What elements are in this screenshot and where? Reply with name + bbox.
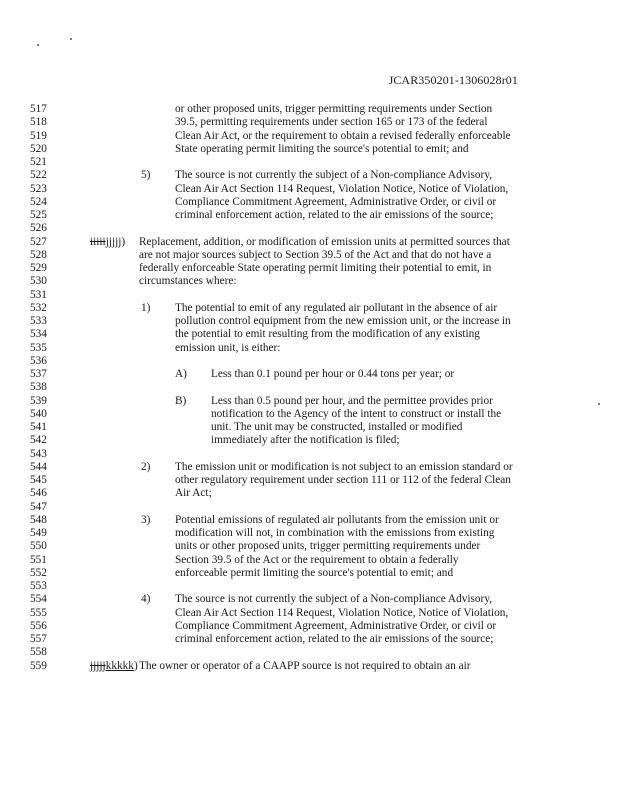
line-text: The source is not currently the subject of a Non-compliance Advisory,	[175, 593, 493, 606]
line-text: Clean Air Act Section 114 Request, Violation Notice, Notice of Violation,	[175, 606, 509, 619]
line-number: 545	[30, 474, 47, 486]
document-line	[0, 155, 618, 169]
document-line	[0, 115, 618, 129]
line-text: circumstances where:	[139, 275, 237, 288]
line-text: enforceable permit limiting the source's potential to emit; and	[175, 566, 454, 579]
document-line	[0, 566, 618, 580]
item-label: B)	[175, 394, 187, 407]
line-text: The owner or operator of a CAAPP source is not required to obtain an air	[139, 659, 471, 672]
inserted-label-text: kkkkk	[105, 659, 134, 672]
line-number: 532	[30, 301, 47, 314]
line-text: other regulatory requirement under section 111 or 112 of the federal Clean	[175, 474, 511, 486]
document-line	[0, 288, 618, 302]
line-number: 551	[30, 553, 47, 566]
item-label: 3)	[141, 513, 151, 526]
document-line	[0, 606, 618, 620]
document-line	[0, 129, 618, 143]
line-text: immediately after the notification is filed;	[211, 434, 400, 447]
line-number: 529	[30, 262, 47, 274]
line-number: 538	[30, 381, 47, 394]
line-number: 549	[30, 527, 47, 539]
line-text: The emission unit or modification is not subject to an emission standard or	[175, 460, 513, 473]
document-line	[0, 592, 618, 606]
document-header-id: JCAR350201-1306028r01	[388, 73, 518, 87]
line-number: 534	[30, 328, 47, 341]
line-number: 543	[30, 447, 47, 460]
line-text: Section 39.5 of the Act or the requirement to obtain a federally	[175, 553, 459, 566]
line-number: 519	[30, 129, 47, 142]
document-line	[0, 473, 618, 487]
line-number: 552	[30, 566, 47, 579]
line-number: 536	[30, 354, 47, 367]
document-line	[0, 367, 618, 381]
item-label: 2)	[141, 460, 151, 473]
line-number: 531	[30, 288, 47, 301]
document-line	[0, 182, 618, 196]
line-text: Potential emissions of regulated air pollutants from the emission unit or	[175, 513, 499, 526]
item-label: 5)	[141, 169, 151, 182]
document-line	[0, 632, 618, 646]
line-number: 558	[30, 646, 47, 659]
line-number: 544	[30, 460, 47, 473]
document-line	[0, 433, 618, 447]
line-number: 559	[30, 659, 47, 672]
line-text: or other proposed units, trigger permitting requirements under Section	[175, 103, 493, 115]
line-text: notification to the Agency of the intent to construct or install the	[211, 407, 502, 420]
document-line	[0, 235, 618, 249]
line-number: 553	[30, 580, 47, 592]
inserted-label-text: jjjjj	[105, 235, 122, 248]
line-number: 547	[30, 500, 47, 513]
line-number: 548	[30, 513, 47, 526]
document-line	[0, 579, 618, 593]
line-text: The source is not currently the subject of a Non-compliance Advisory,	[175, 169, 493, 182]
line-text: Compliance Commitment Agreement, Administrative Order, or civil or	[175, 619, 497, 632]
document-line	[0, 327, 618, 341]
line-text: The potential to emit of any regulated air pollutant in the absence of air	[175, 301, 498, 314]
item-label-amended	[90, 659, 138, 673]
line-text: Less than 0.1 pound per hour or 0.44 tons per year; or	[211, 368, 455, 380]
line-text: modification will not, in combination with the emissions from existing	[175, 527, 495, 539]
document-line	[0, 221, 618, 235]
document-line	[0, 380, 618, 394]
line-text: pollution control equipment from the new emission unit, or the increase in	[175, 315, 511, 327]
document-line	[0, 553, 618, 567]
document-line	[0, 659, 618, 673]
document-line	[0, 354, 618, 368]
document-line	[0, 142, 618, 156]
line-number: 540	[30, 407, 47, 420]
document-line	[0, 645, 618, 659]
line-number: 522	[30, 169, 47, 182]
document-line	[0, 619, 618, 633]
line-text: 39.5, permitting requirements under section 165 or 173 of the federal	[175, 116, 488, 129]
line-number: 523	[30, 182, 47, 195]
document-line	[0, 420, 618, 434]
line-text: units or other proposed units, trigger permitting requirements under	[175, 540, 481, 553]
line-number: 533	[30, 315, 47, 327]
line-number: 555	[30, 606, 47, 619]
item-label: A)	[175, 368, 187, 380]
line-number: 520	[30, 142, 47, 155]
line-text: State operating permit limiting the source's potential to emit; and	[175, 142, 469, 155]
document-line	[0, 526, 618, 540]
document-line	[0, 394, 618, 408]
document-line	[0, 539, 618, 553]
line-number: 541	[30, 421, 47, 433]
label-suffix: )	[121, 235, 126, 248]
line-text: the potential to emit resulting from the modification of any existing	[175, 328, 480, 341]
line-number: 527	[30, 235, 47, 248]
scan-speck	[70, 38, 72, 40]
line-number: 525	[30, 209, 47, 221]
document-line	[0, 513, 618, 527]
item-label: 1)	[141, 301, 151, 314]
document-line	[0, 195, 618, 209]
document-line	[0, 248, 618, 262]
line-number: 526	[30, 222, 47, 235]
line-text: Clean Air Act Section 114 Request, Violation Notice, Notice of Violation,	[175, 182, 509, 195]
line-number: 537	[30, 368, 47, 380]
line-number: 524	[30, 195, 47, 208]
item-label-amended	[90, 235, 125, 249]
deleted-label-text: jjjjj	[90, 659, 106, 672]
line-number: 530	[30, 275, 47, 288]
line-text: are not major sources subject to Section 39.5 of the Act and that do not have a	[139, 248, 492, 261]
line-text: Less than 0.5 pound per hour, and the permittee provides prior	[211, 394, 493, 407]
document-line	[0, 261, 618, 275]
line-number: 517	[30, 103, 47, 115]
document-line	[0, 486, 618, 500]
document-line	[0, 460, 618, 474]
line-number: 539	[30, 394, 47, 407]
document-line	[0, 500, 618, 514]
line-number: 521	[30, 156, 47, 168]
line-text: Clean Air Act, or the requirement to obtain a revised federally enforceable	[175, 129, 511, 142]
line-text: criminal enforcement action, related to the air emissions of the source;	[175, 209, 494, 221]
line-number: 546	[30, 487, 47, 500]
document-line	[0, 407, 618, 421]
line-number: 550	[30, 540, 47, 553]
document-line	[0, 208, 618, 222]
line-number: 518	[30, 116, 47, 129]
label-suffix: )	[133, 659, 138, 672]
line-number: 554	[30, 593, 47, 606]
scan-speck	[37, 44, 39, 46]
document-line	[0, 341, 618, 355]
line-text: Replacement, addition, or modification of emission units at permitted sources that	[139, 235, 510, 248]
document-line	[0, 314, 618, 328]
line-text: criminal enforcement action, related to the air emissions of the source;	[175, 633, 494, 645]
line-number: 557	[30, 633, 47, 645]
line-text: federally enforceable State operating permit limiting their potential to emit, in	[139, 262, 492, 274]
line-number: 535	[30, 341, 47, 354]
document-line	[0, 301, 618, 315]
document-line	[0, 102, 618, 116]
line-text: Compliance Commitment Agreement, Administrative Order, or civil or	[175, 195, 497, 208]
line-text: Air Act;	[175, 487, 212, 500]
item-label: 4)	[141, 593, 151, 606]
line-number: 528	[30, 248, 47, 261]
deleted-label-text: iiiii	[90, 235, 106, 248]
document-line	[0, 447, 618, 461]
line-number: 542	[30, 434, 47, 447]
document-line	[0, 274, 618, 288]
document-line	[0, 168, 618, 182]
line-number: 556	[30, 619, 47, 632]
line-text: unit. The unit may be constructed, installed or modified	[211, 421, 463, 433]
line-text: emission unit, is either:	[175, 341, 281, 354]
